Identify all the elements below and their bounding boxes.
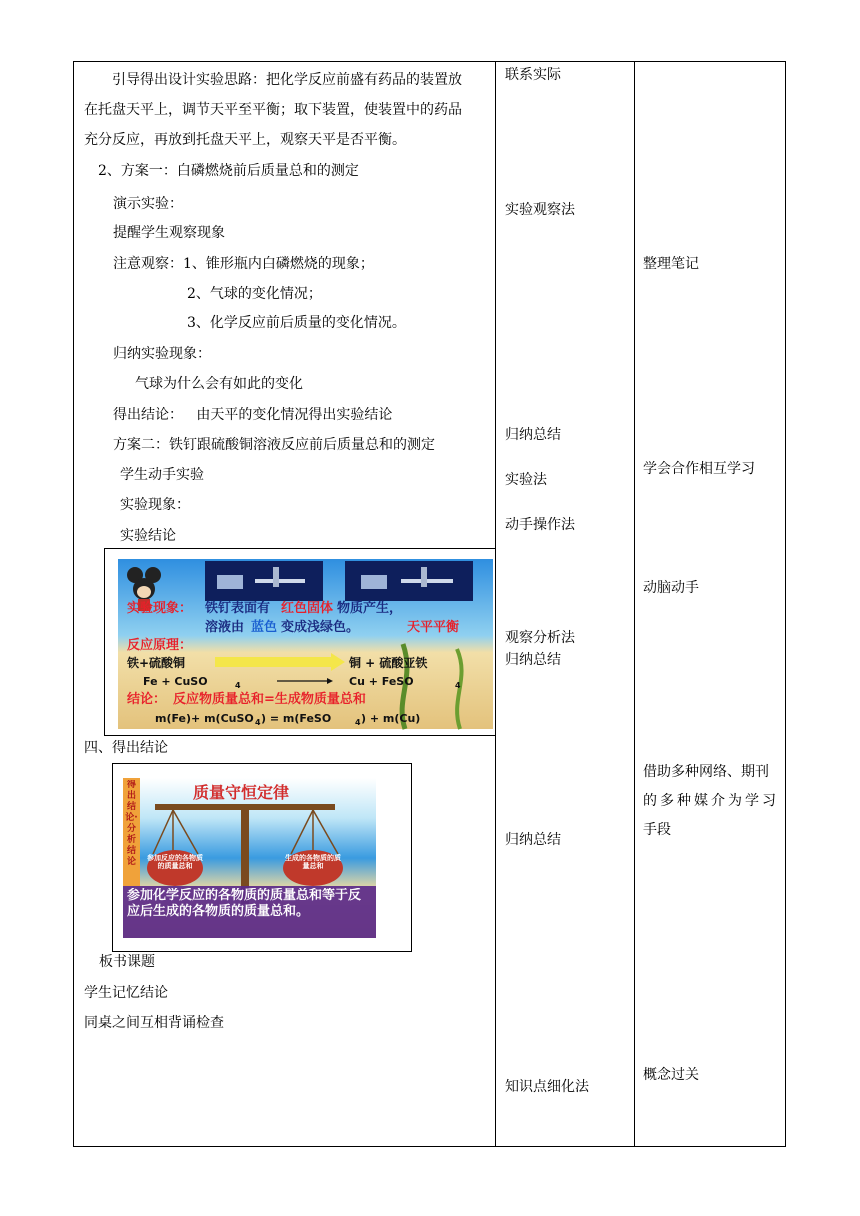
observe-note-2: 2、气球的变化情况； bbox=[187, 286, 322, 302]
experiment-slide-image bbox=[104, 548, 496, 736]
slide-principle-label: 反应原理： bbox=[127, 638, 193, 653]
slide-mass-eq-sub2: 4 bbox=[355, 718, 361, 727]
slide-phenomenon-text-2: 物质产生， bbox=[337, 601, 403, 616]
deskmate-text: 同桌之间互相背诵检查 bbox=[84, 1015, 224, 1031]
experiment-conclusion: 实验结论 bbox=[120, 528, 176, 544]
method-induce-2: 归纳总结 bbox=[505, 652, 561, 668]
balloon-question: 气球为什么会有如此的变化 bbox=[135, 376, 303, 392]
slide-conclusion-text: 反应物质量总和=生成物质量总和 bbox=[173, 692, 366, 707]
slide-eq-right: Cu + FeSO bbox=[349, 675, 414, 688]
slide-mass-eq-sub1: 4 bbox=[255, 718, 261, 727]
summarize-label: 归纳实验现象： bbox=[113, 346, 211, 362]
activity-cooperate: 学会合作相互学习 bbox=[643, 461, 755, 477]
student-experiment: 学生动手实验 bbox=[120, 467, 204, 483]
slide-phenomenon-label: 实验现象： bbox=[127, 601, 193, 616]
slide-blue-text: 蓝色 bbox=[251, 620, 278, 635]
slide-line2-a: 溶液由 bbox=[205, 620, 245, 635]
slide-mass-eq-a: m(Fe)+ m(CuSO bbox=[155, 712, 254, 725]
table-border-bottom bbox=[73, 1146, 786, 1147]
demo-label: 演示实验： bbox=[113, 196, 183, 212]
method-refine: 知识点细化法 bbox=[505, 1079, 589, 1095]
slide-word-left: 铁+硫酸铜 bbox=[127, 656, 186, 670]
activity-media-line-2: 的多种媒介为学习 bbox=[643, 793, 779, 809]
method-observe: 实验观察法 bbox=[505, 202, 575, 218]
table-border-left bbox=[73, 61, 74, 1147]
phenomenon-label: 实验现象： bbox=[120, 497, 190, 513]
intro-line-3: 充分反应，再放到托盘天平上，观察天平是否平衡。 bbox=[84, 132, 406, 148]
remind-text: 提醒学生观察现象 bbox=[113, 225, 225, 241]
plan-two-heading: 方案二：铁钉跟硫酸铜溶液反应前后质量总和的测定 bbox=[113, 437, 435, 453]
activity-think: 动脑动手 bbox=[643, 580, 699, 596]
method-hands-on: 动手操作法 bbox=[505, 517, 575, 533]
method-induce-3: 归纳总结 bbox=[505, 832, 561, 848]
slide-conclusion-label: 结论： bbox=[127, 692, 167, 707]
balance-photo-left bbox=[205, 561, 323, 601]
slide-mass-eq-b: ) = m(FeSO bbox=[261, 712, 332, 725]
slide-red-text: 红色固体 bbox=[281, 601, 334, 616]
intro-line-1: 引导得出设计实验思路：把化学反应前盛有药品的装置放 bbox=[112, 72, 462, 88]
table-divider-2 bbox=[634, 61, 635, 1147]
method-observe-analysis: 观察分析法 bbox=[505, 630, 575, 646]
observe-note-3: 3、化学反应前后质量的变化情况。 bbox=[187, 315, 406, 331]
conclusion-line: 得出结论： 由天平的变化情况得出实验结论 bbox=[113, 407, 393, 423]
slide-eq-sub2: 4 bbox=[455, 681, 461, 690]
method-induce-1: 归纳总结 bbox=[505, 427, 561, 443]
balance-photo-right bbox=[345, 561, 473, 601]
activity-notes: 整理笔记 bbox=[643, 256, 699, 272]
table-border-right bbox=[785, 61, 786, 1147]
intro-line-2: 在托盘天平上，调节天平至平衡；取下装置，使装置中的药品 bbox=[84, 102, 462, 118]
reaction-arrow-icon bbox=[215, 657, 331, 667]
slide-word-right: 铜 + 硫酸亚铁 bbox=[349, 656, 428, 670]
board-title: 板书课题 bbox=[99, 954, 155, 970]
law-statement: 参加化学反应的各物质的质量总和等于反应后生成的各物质的质量总和。 bbox=[127, 888, 362, 919]
slide-mass-eq-c: ) + m(Cu) bbox=[361, 712, 421, 725]
slide-eq-left: Fe + CuSO bbox=[143, 675, 208, 688]
memorize-text: 学生记忆结论 bbox=[84, 985, 168, 1001]
slide-phenomenon-text-1: 铁钉表面有 bbox=[205, 601, 271, 616]
method-connect: 联系实际 bbox=[505, 67, 561, 83]
slide-eq-sub1: 4 bbox=[235, 681, 241, 690]
right-pan-label: 生成的各物质的质量总和 bbox=[285, 854, 341, 870]
activity-concept: 概念过关 bbox=[643, 1067, 699, 1083]
law-slide-image bbox=[112, 763, 412, 952]
observe-note-1: 注意观察：1、锥形瓶内白磷燃烧的现象； bbox=[113, 256, 374, 272]
section-four-heading: 四、得出结论 bbox=[84, 740, 168, 756]
method-experiment: 实验法 bbox=[505, 472, 547, 488]
plan-one-heading: 2、方案一：白磷燃烧前后质量总和的测定 bbox=[98, 163, 359, 179]
activity-media-line-3: 手段 bbox=[643, 822, 671, 838]
activity-media-line-1: 借助多种网络、期刊 bbox=[643, 764, 769, 780]
slide-line2-b: 变成浅绿色。 bbox=[281, 620, 360, 635]
table-border-top bbox=[73, 61, 786, 62]
slide-balance-text: 天平平衡 bbox=[407, 620, 460, 635]
law-side-label: 得出结论·分析结论 bbox=[125, 780, 138, 867]
left-pan-label: 参加反应的各物质的质量总和 bbox=[147, 854, 203, 870]
law-title: 质量守恒定律 bbox=[193, 783, 290, 802]
